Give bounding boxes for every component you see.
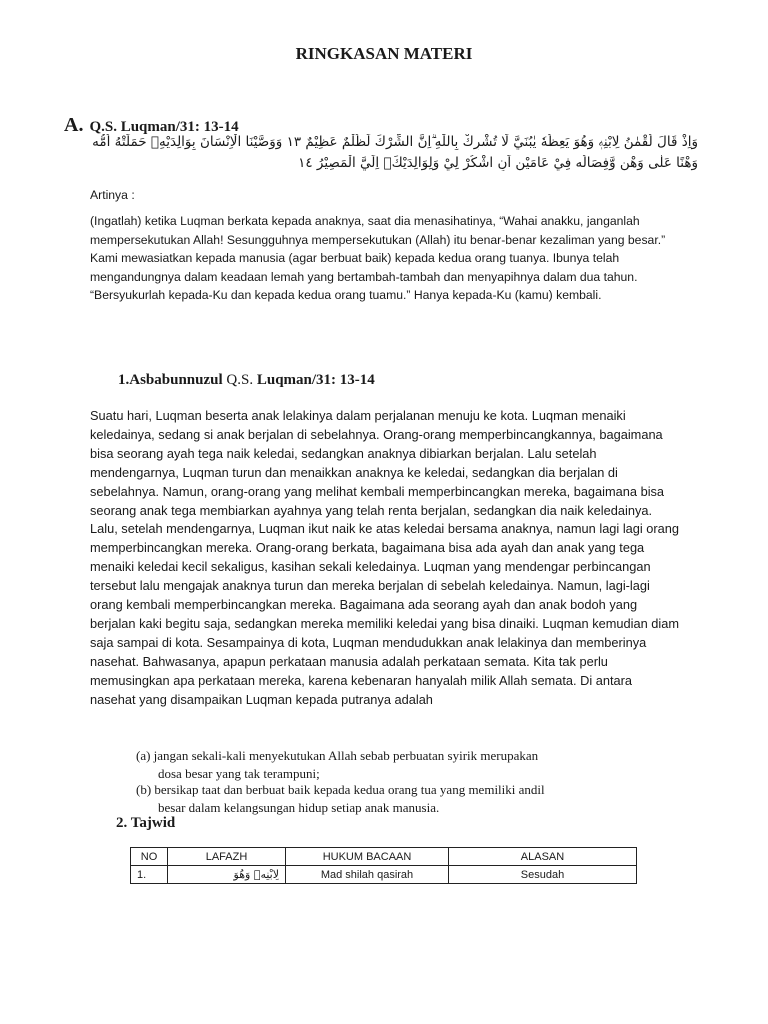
section-a-letter: A.	[64, 114, 84, 136]
cell-no: 1.	[131, 866, 168, 884]
tajwid-heading	[116, 815, 175, 832]
table-row	[131, 866, 637, 884]
tajwid-label: Tajwid	[130, 815, 176, 831]
advice-b	[136, 781, 676, 816]
translation-paragraph-2: Kami mewasiatkan kepada manusia (agar berbuat baik) kepada kedua orang tuanya. Ibunya telah mengandungnya dalam keadaan lemah yang bertambah-tambah dan menyapihnya dalam dua tahun. “Bersyukurlah kepada-Ku dan kepada kedua orang tuamu.” Hanya kepada-Ku (kamu) kembali.	[90, 251, 638, 302]
translation	[90, 212, 680, 305]
tajwid-table	[130, 847, 637, 884]
cell-hukum: Mad shilah qasirah	[286, 866, 449, 884]
arabic-verse-line-2: وَهْنًا عَلٰى وَهْنٍ وَّفِصَالُه فِيْ عَامَيْنِ اَنِ اشْكُرْ لِيْ وَلِوَالِدَيْكَۗ اِلَيَّ الْمَصِيْرُ ١٤	[298, 155, 698, 171]
header-alasan: ALASAN	[449, 848, 637, 866]
cell-alasan: Sesudah	[449, 866, 637, 884]
asbabunnuzul-heading	[118, 372, 375, 389]
header-hukum-bacaan: HUKUM BACAAN	[286, 848, 449, 866]
asbabunnuzul-label: 1.Asbabunnuzul	[118, 372, 223, 388]
header-lafazh: LAFAZH	[168, 848, 286, 866]
asbabunnuzul-ref: Luqman/31: 13-14	[256, 372, 375, 388]
page-title: RINGKASAN MATERI	[295, 44, 473, 63]
advice-a-line-1: (a) jangan sekali-kali menyekutukan Allah sebab perbuatan syirik merupakan	[136, 748, 539, 763]
asbabunnuzul-body: Suatu hari, Luqman beserta anak lelakinya dalam perjalanan menuju ke kota. Luqman menaiki keledainya, sedang si anak berjalan di sebelahnya. Orang-orang memperbincangkannya, bagaimana bisa seorang ayah tega naik keledai, sedangkan anaknya dibiarkan berjalan. Lalu setelah mendengarnya, Luqman turun dan menaikkan anaknya ke keledai, sedangkan dia berjalan di sebelahnya. Namun, orang-orang yang melihat kembali memperbincangkan mereka, bagaimana bisa seorang anak tega membiarkan ayahnya yang telah renta berjalan, sedangkan dia naik keledainya. Lalu, setelah mendengarnya, Luqman ikut naik ke atas keledai bersama anaknya, namun lagi lagi orang memperbincangkan mereka. Orang-orang berkata, bagaimana bisa ada ayah dan anak yang tega menaiki keledai kecil sekaligus, kasihan sekali keledainya. Luqman yang mendengar perbincangan tersebut lalu mengajak anaknya turun dan mereka berjalan di sebelah keledainya. Namun, lagi-lagi orang kembali memperbincangkan mereka. Bagaimana ada seorang ayah dan anak bodoh yang berjalan kaki begitu saja, sedangkan mereka memiliki keledai yang bisa dinaiki. Luqman kemudian diam saja sampai di kota. Sesampainya di kota, Luqman mendudukkan anak lelakinya dan memberinya nasehat. Bahwasanya, apapun perkataan manusia adalah perkataan semata. Kita tak perlu memusingkan apa perkataan mereka, karena kebenaran hanyalah milik Allah semata. Di antara nasehat yang disampaikan Luqman kepada putranya adalah	[90, 408, 680, 707]
arabic-verse-line-1: وَاِذْ قَالَ لُقْمٰنُ لِابْنِهٖ وَهُوَ يَعِظُهٗ يٰبُنَيَّ لَا تُشْرِكْ بِاللّٰهِ ۗاِنَّ الشِّرْكَ لَظُلْمٌ عَظِيْمٌ ١٣ وَوَصَّيْنَا الْاِنْسَانَ بِوَالِدَيْهِۚ حَمَلَتْهُ اُمُّه	[92, 134, 698, 150]
tajwid-number: 2.	[116, 815, 128, 831]
cell-lafazh: لِابْنِهٖ وَهُوَ	[168, 866, 286, 884]
advice-b-line-1: (b) bersikap taat dan berbuat baik kepada kedua orang tua yang memiliki andil	[136, 782, 545, 797]
advice-b-line-2: besar dalam kelangsungan hidup setiap anak manusia.	[158, 799, 440, 815]
translation-paragraph-1: (Ingatlah) ketika Luqman berkata kepada anaknya, saat dia menasihatinya, “Wahai anakku, janganlah mempersekutukan Allah! Sesungguhnya mempersekutukan (Allah) itu benar-benar kezaliman yang besar.”	[90, 214, 666, 247]
header-no: NO	[131, 848, 168, 866]
table-header-row	[131, 848, 637, 866]
advice-a-line-2: dosa besar yang tak terampuni;	[158, 765, 320, 781]
asbabunnuzul-qs: Q.S.	[226, 372, 254, 388]
advice-a	[136, 747, 676, 782]
section-a-ref: Q.S. Luqman/31: 13-14	[89, 119, 239, 135]
artinya-label: Artinya :	[90, 188, 135, 202]
